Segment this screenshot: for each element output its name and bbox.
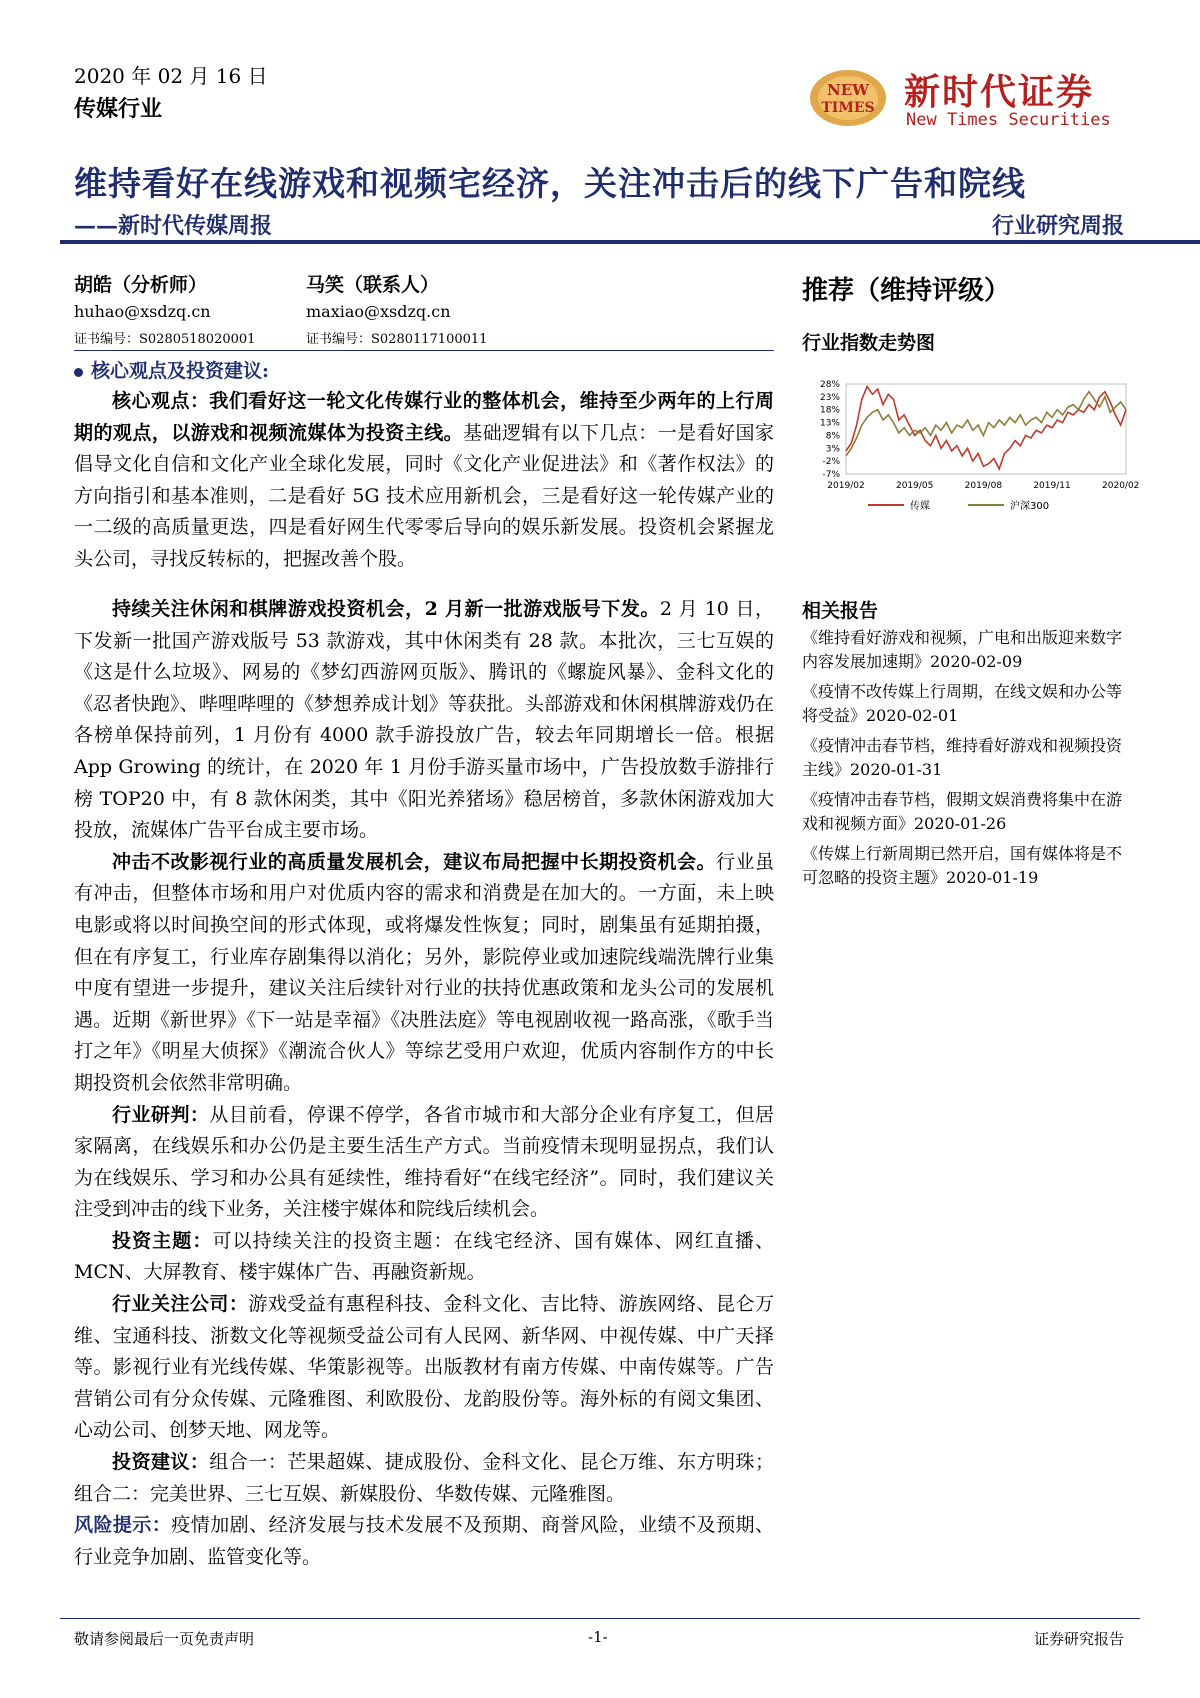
- analyst-divider: [74, 350, 774, 351]
- y-tick-label: 3%: [825, 444, 840, 455]
- para-core-view-text: 基础逻辑有以下几点：一是看好国家倡导文化自信和文化产业全球化发展，同时《文化产业促进法》和《著作权法》的方向指引和基本准则，二是看好 5G 技术应用新机会，三是看好这一轮传媒产业的一二级的高质量更迭，四是看好网生代零零后导向的娱乐新发展。投资机会紧握龙头公司，寻找反转标的，把握改善个股。: [74, 421, 774, 570]
- para-film: [74, 847, 774, 1100]
- badge-line2: TIMES: [821, 100, 875, 116]
- para-themes-text: 可以持续关注的投资主题：在线宅经济、国有媒体、网红直播、MCN、大屏教育、楼宇媒体广告、再融资新规。: [74, 1229, 774, 1284]
- x-tick-label: 2019/05: [895, 481, 934, 491]
- index-trend-chart: [800, 378, 1140, 558]
- para-risk-text: 疫情加剧、经济发展与技术发展不及预期、商誉风险，业绩不及预期、行业竞争加剧、监管变化等。: [74, 1514, 774, 1568]
- logo-en-name: New Times Securities: [906, 110, 1111, 130]
- para-risk: [74, 1510, 774, 1573]
- footer-divider: [60, 1618, 1140, 1619]
- para-companies: [74, 1289, 774, 1447]
- chart-title: 行业指数走势图: [802, 332, 936, 354]
- para-themes-bold: 投资主题：: [112, 1229, 213, 1252]
- legend-label: 沪深300: [1010, 501, 1050, 512]
- x-tick-label: 2020/02: [1102, 481, 1140, 491]
- page-number: -1-: [588, 1628, 608, 1646]
- para-advice: [74, 1447, 774, 1510]
- badge-line1: NEW: [827, 81, 869, 99]
- y-tick-label: 13%: [819, 418, 840, 429]
- y-tick-label: 18%: [819, 405, 840, 416]
- para-games: [74, 594, 774, 847]
- y-tick-label: 23%: [819, 392, 840, 403]
- x-tick-label: 2019/11: [1033, 481, 1071, 491]
- para-risk-bold: 风险提示：: [74, 1514, 172, 1537]
- rating-label: 推荐（维持评级）: [802, 276, 1011, 306]
- related-report-item[interactable]: 《疫情不改传媒上行周期，在线文娱和办公等将受益》2020-02-01: [802, 682, 1123, 725]
- y-tick-label: 8%: [825, 431, 840, 442]
- analyst-2-name: 马笑（联系人）: [306, 274, 440, 296]
- header-divider: [60, 240, 1200, 244]
- y-tick-label: 28%: [819, 380, 840, 390]
- analyst-1-cert: 证书编号：S0280518020001: [74, 332, 256, 347]
- disclaimer-note[interactable]: 敬请参阅最后一页免责声明: [74, 1630, 255, 1648]
- report-subtitle: ——新时代传媒周报: [74, 213, 273, 239]
- related-reports-heading: 相关报告: [802, 600, 879, 622]
- x-tick-label: 2019/02: [827, 481, 865, 491]
- para-judgement-text: 从目前看，停课不停学，各省市城市和大部分企业有序复工，但居家隔离，在线娱乐和办公仍是主要生活生产方式。当前疫情未现明显拐点，我们认为在线娱乐、学习和办公具有延续性，维持看好“在线宅经济”。同时，我们建议关注受到冲击的线下业务，关注楼宇媒体和院线后续机会。: [74, 1103, 774, 1221]
- related-report-item[interactable]: 《维持看好游戏和视频，广电和出版迎来数字内容发展加速期》2020-02-09: [802, 628, 1123, 671]
- analyst-1-email: huhao@xsdzq.cn: [74, 302, 211, 321]
- core-views-heading-text: 核心观点及投资建议:: [91, 360, 270, 382]
- related-report-item[interactable]: 《疫情冲击春节档，假期文娱消费将集中在游戏和视频方面》2020-01-26: [802, 790, 1123, 833]
- chart-legend: [868, 499, 1049, 512]
- para-core-view: [74, 386, 774, 576]
- core-views-body: [74, 386, 774, 576]
- analyst-2-email: maxiao@xsdzq.cn: [306, 302, 451, 321]
- para-companies-bold: 行业关注公司：: [112, 1293, 249, 1316]
- related-reports-list: [802, 626, 1132, 896]
- chart-series: [846, 387, 1126, 469]
- para-games-bold: 持续关注休闲和棋牌游戏投资机会，2 月新一批游戏版号下发。: [112, 598, 660, 620]
- legend-label: 传媒: [910, 501, 930, 512]
- report-category: 证券研究报告: [1033, 1630, 1124, 1648]
- x-tick-label: 2019/08: [964, 481, 1003, 491]
- related-report-item[interactable]: 《传媒上行新周期已然开启，国有媒体将是不可忽略的投资主题》2020-01-19: [802, 844, 1123, 887]
- new-times-badge-icon: [808, 68, 888, 128]
- para-advice-text: 组合一：芒果超媒、捷成股份、金科文化、昆仑万维、东方明珠；组合二：完美世界、三七互娱、新媒股份、华数传媒、元隆雅图。: [74, 1451, 774, 1505]
- bullet-dot-icon: [74, 368, 83, 377]
- analyst-2-cert: 证书编号：S0280117100011: [306, 332, 488, 347]
- logo-cn-name: 新时代证券: [904, 72, 1095, 113]
- y-tick-label: -7%: [822, 470, 840, 480]
- para-games-text: 2 月 10 日，下发新一批国产游戏版号 53 款游戏，其中休闲类有 28 款。本批次，三七互娱的《这是什么垃圾》、网易的《梦幻西游网页版》、腾讯的《螺旋风暴》、金科文化的《忍者快跑》、哔哩哔哩的《梦想养成计划》等获批。头部游戏和休闲棋牌游戏仍在各榜单保持前列，1 月份有 4000 款手游投放广告，较去年同期增长一倍。根据 App Growing 的统计，在 2020 年 1 月份手游买量市场中，广告投放数手游排行榜 TOP20 中，有 8 款休闲类，其中《阳光养猪场》稳居榜首，多款休闲游戏加大投放，流媒体广告平台成主要市场。: [74, 598, 774, 842]
- core-views-heading: [74, 356, 269, 383]
- para-film-text: 行业虽有冲击，但整体市场和用户对优质内容的需求和消费是在加大的。一方面，未上映电影或将以时间换空间的形式体现，或将爆发性恢复；同时，剧集虽有延期拍摄，但在有序复工，行业库存剧集得以消化；另外，影院停业或加速院线端洗牌行业集中度有望进一步提升，建议关注后续针对行业的扶持优惠政策和龙头公司的发展机遇。近期《新世界》《下一站是幸福》《决胜法庭》等电视剧收视一路高涨，《歌手当打之年》《明星大侦探》《潮流合伙人》等综艺受用户欢迎，优质内容制作方的中长期投资机会依然非常明确。: [74, 850, 774, 1094]
- related-report-item[interactable]: 《疫情冲击春节档，维持看好游戏和视频投资主线》2020-01-31: [802, 736, 1123, 779]
- report-type: 行业研究周报: [991, 213, 1124, 239]
- company-logo: [808, 62, 1138, 140]
- para-core-view-bold: 核心观点：我们看好这一轮文化传媒行业的整体机会，维持至少两年的上行周期的观点，以游戏和视频流媒体为投资主线。: [74, 390, 774, 444]
- para-judgement: [74, 1100, 774, 1226]
- series-line-csi300: [846, 392, 1126, 456]
- industry-label: 传媒行业: [74, 96, 163, 122]
- para-film-bold: 冲击不改影视行业的高质量发展机会，建议布局把握中长期投资机会。: [112, 850, 717, 873]
- report-title: 维持看好在线游戏和视频宅经济，关注冲击后的线下广告和院线: [74, 164, 1026, 203]
- analyst-1-name: 胡皓（分析师）: [74, 274, 208, 296]
- para-advice-bold: 投资建议：: [112, 1451, 210, 1474]
- report-date: 2020 年 02 月 16 日: [74, 64, 268, 88]
- para-companies-text: 游戏受益有惠程科技、金科文化、吉比特、游族网络、昆仑万维、宝通科技、浙数文化等视频受益公司有人民网、新华网、中视传媒、中广天择等。影视行业有光线传媒、华策影视等。出版教材有南方传媒、中南传媒等。广告营销公司有分众传媒、元隆雅图、利欧股份、龙韵股份等。海外标的有阅文集团、心动公司、创梦天地、网龙等。: [74, 1293, 774, 1442]
- para-themes: [74, 1226, 774, 1289]
- y-tick-label: -2%: [822, 457, 840, 468]
- para-judgement-bold: 行业研判：: [112, 1103, 210, 1126]
- games-section: [74, 594, 774, 1573]
